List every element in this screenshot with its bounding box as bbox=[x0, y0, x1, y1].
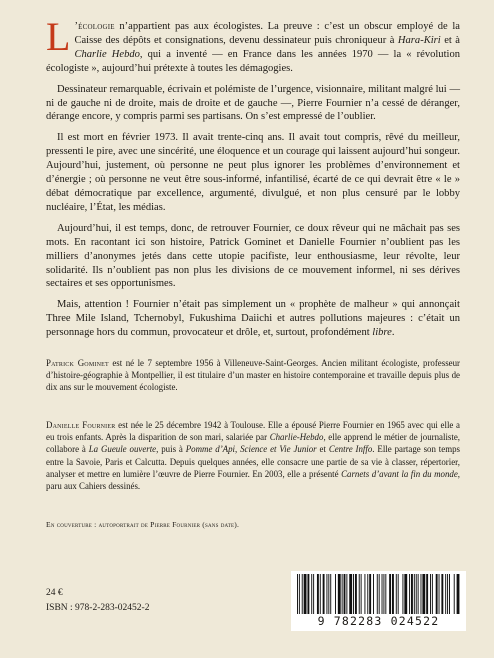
blurb-paragraph-3: Il est mort en février 1973. Il avait trente-cinq ans. Il avait tout compris, rêvé du meilleur, pressenti le pire, avec une sincérité, une éloquence et un courage qui laissent aujourd’hui songeur. Aujourd’hui, justement, où personne ne peut plus ignorer les problèmes d’environnement et d’énergie ; où personne ne veut être sous-informé, infantilisé, écarté de ce qui devrait être « le » débat démocratique par excellence, argumenté, divulgué, et non plus censuré par le lobby nucléaire, l’État, les médias. bbox=[46, 132, 460, 213]
barcode-bars bbox=[295, 574, 462, 614]
barcode-number: 9 782283 024522 bbox=[317, 614, 440, 628]
author-bio-gominet: Patrick Gominet est né le 7 septembre 1956 à Villeneuve-Saint-Georges. Ancien militant écologiste, professeur d’histoire-géographie à Montpellier, il est titulaire d’un master en histoire contemporaine et travaille depuis plus de dix ans sur le mouvement écologiste. bbox=[46, 358, 460, 393]
blurb-paragraph-5: Mais, attention ! Fournier n’était pas simplement un « prophète de malheur » qui annonçait Three Mile Island, Tchernobyl, Fukushima Daiichi et autres pollutions majeures : c’était un personnage hors du commun, provocateur et drôle, et, surtout, profondément libre. bbox=[46, 299, 460, 339]
isbn: ISBN : 978-2-283-02452-2 bbox=[46, 603, 150, 613]
blurb-paragraph-4: Aujourd’hui, il est temps, donc, de retrouver Fournier, ce doux rêveur qui ne mâchait pas ses mots. En racontant ici son histoire, Patrick Gominet et Danielle Fournier n’oublient pas les milliers d’anonymes jetés dans cette utopie pacifiste, leur enthousiasme, leur révolte, leur solidarité. Ils n’oublient pas non plus les divisions de ce mouvement informel, ni ses dérives sectaires et ses opportunismes. bbox=[46, 222, 460, 290]
blurb bbox=[46, 14, 460, 347]
barcode bbox=[291, 571, 466, 631]
cover-credit: En couverture : autoportrait de Pierre Fournier (sans date). bbox=[46, 520, 240, 529]
author-name: Patrick Gominet bbox=[46, 358, 109, 368]
author-bio-fournier: Danielle Fournier est née le 25 décembre 1942 à Toulouse. Elle a épousé Pierre Fournier en 1965 avec qui elle a eu trois enfants. Après la disparition de son mari, salariée par Charlie-Hebdo, elle apprend le métier de journaliste, collabore à La Gueule ouverte, puis à Pomme d’Api, Science et Vie Junior et Centre Inffo. Elle partage son temps entre la Savoie, Paris et Calcutta. Depuis quelques années, elle consacre une partie de sa vie à classer, répertorier, analyser et mettre en lumière l’œuvre de Pierre Fournier. En 2003, elle a présenté Carnets d’avant la fin du monde, paru aux Cahiers dessinés. bbox=[46, 420, 461, 492]
price: 24 € bbox=[46, 588, 63, 598]
blurb-paragraph-2: Dessinateur remarquable, écrivain et polémiste de l’urgence, visionnaire, militant malgré lui — ni de gauche ni de droite, mais de droite et de gauche —, Pierre Fournier n’a cessé de déranger, dérange encore, y compris parmi ses partisans. On s’est empressé de l’oublier. bbox=[46, 83, 460, 123]
blurb-paragraph-1: L ’écologie n’appartient pas aux écologistes. La preuve : c’est un obscur employé de la Caisse des dépôts et consignations, devenu dessinateur puis chroniqueur à Hara-Kiri et à Charlie Hebdo, qui a inventé — en France dans les années 1970 — la « révolution écologiste », aujourd’hui prétexte à toutes les démagogies. bbox=[46, 14, 460, 74]
drop-cap: L bbox=[46, 14, 71, 59]
author-name: Danielle Fournier bbox=[46, 420, 116, 430]
